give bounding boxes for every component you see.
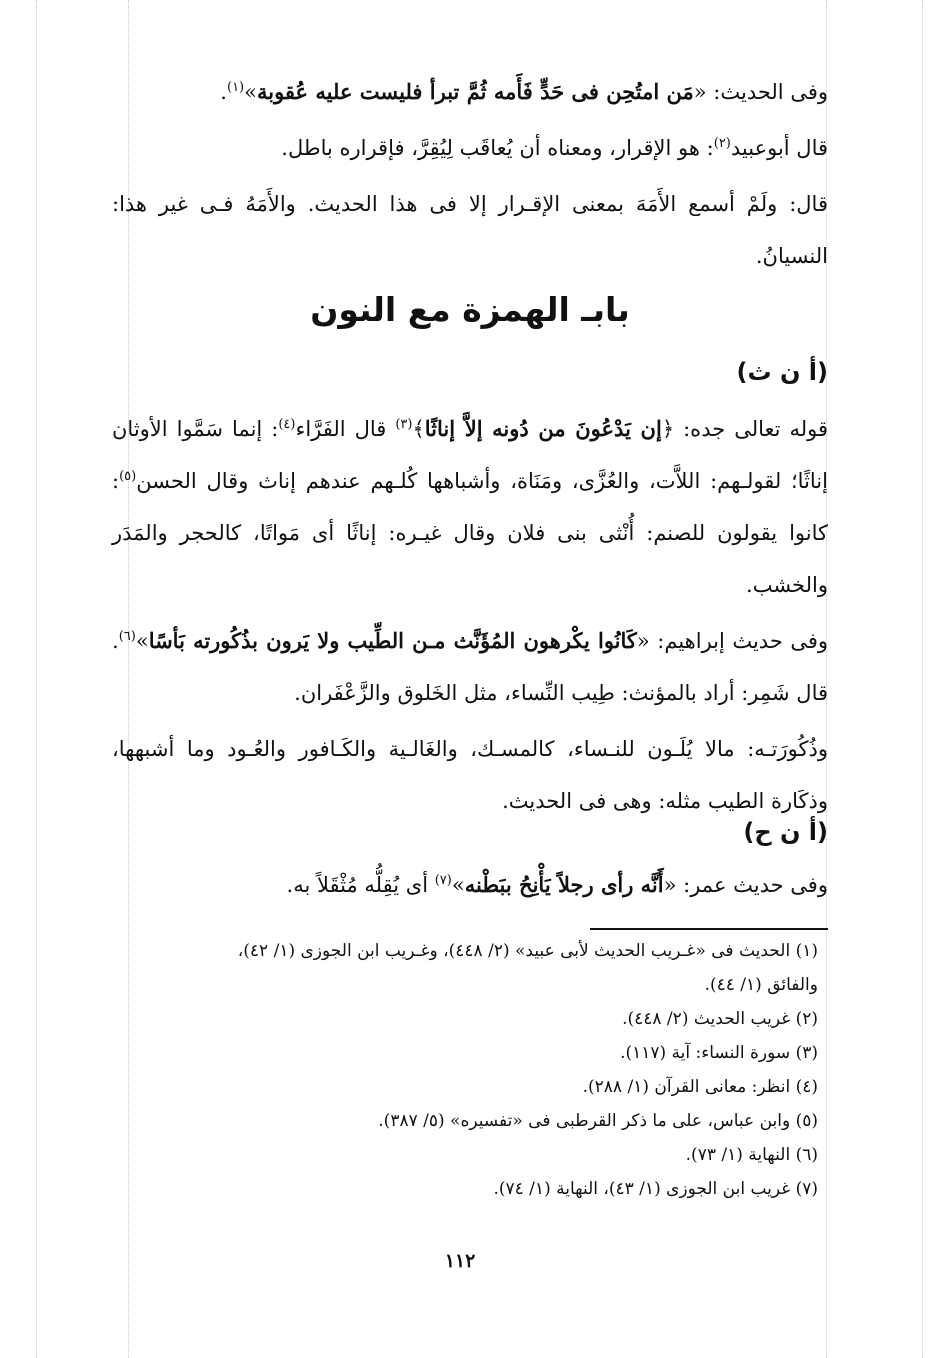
footnote-item: (٢) غريب الحديث (٢/ ٤٤٨). [622,1009,818,1029]
intro-text [112,66,828,286]
footnote-ref: (٥) [119,469,137,484]
hadith-quote: أَنَّه رأى رجلاً يَأْنِحُ ببَطْنه [464,872,664,897]
footnote-item: والفائق (١/ ٤٤). [704,975,818,995]
quran-quote: إن يَدْعُونَ من دُونه إلاَّ إناثًا [424,416,662,441]
footnote-ref: (٤) [278,417,296,432]
hadith-quote: مَن امتُحِن فى حَدٍّ فَأَمه ثُمَّ تبرأ فليست عليه عُقوبة [256,79,694,104]
hadith-quote: كَانُوا يكْرهون المُؤَنَّث مـن الطِّيب ولا يَرون بذُكُورته بَأسًا [148,628,637,653]
section-root-heading: (أ ن ث) [736,358,828,386]
footnote-ref: (١) [226,80,245,95]
footnote-item: (٣) سورة النساء: آية (١١٧). [620,1043,818,1063]
footnote-item: (٤) انظر: معانى القرآن (١/ ٢٨٨). [582,1077,818,1097]
section-anth [112,346,828,831]
section-paragraph: وفى حديث عمر: «أَنَّه رأى رجلاً يَأْنِحُ ببَطْنه»$^{(٧)}$ أى يُقِلُّه مُثْقَلاً به. [286,872,828,897]
section-paragraph: وذُكُورَتـه: مالا يُلَـون للنـساء، كالمسـك، والغَالـية والكَـافور والعُـود وما أشبهها، وذكَارة الطيب مثله: وهى فى الحديث. [112,737,828,813]
margin-guide-line [922,0,923,1358]
footnote-ref: (٧) [434,873,452,888]
footnote-item: (٥) وابن عباس، على ما ذكر القرطبى فى «تفسيره» (٥/ ٣٨٧). [378,1111,818,1131]
footnote-divider [590,928,828,930]
footnote-item: (٧) غريب ابن الجوزى (١/ ٤٣)، النهاية (١/ ٧٤). [493,1179,818,1199]
section-paragraph: وفى حديث إبراهيم: «كَانُوا يكْرهون المُؤَنَّث مـن الطِّيب ولا يَرون بذُكُورته بَأسًا»$^{(٦)}$. قال شَمِر: أراد بالمؤنث: طِيب النِّساء، مثل الخَلوق والزَّعْفَران. [112,628,829,705]
section-paragraph: قوله تعالى جده: ﴿إن يَدْعُونَ من دُونه إلاَّ إناثًا﴾$^{(٣)}$ قال الفَرَّاء$^{(٤)}$: إنما سَمَّوا الأوثان إناثًا؛ لقولـهم: اللاَّت، والعُزَّى، ومَنَاة، وأشباهها كُلـهم عندهم إناث وقال الحسن$^{(٥)}$: كانوا يقولون للصنم: أُنْثى بنى فلان وقال غيـره: إناثًا أى مَواتًا، كالحجر والمَدَر والخشب. [112,416,829,597]
intro-paragraph-1: وفى الحديث: «مَن امتُحِن فى حَدٍّ فَأَمه ثُمَّ تبرأ فليست عليه عُقوبة»$^{(١)}$. [220,79,828,104]
footnote-ref: (٣) [395,417,413,432]
margin-guide-line [36,0,37,1358]
footnote-item: (١) الحديث فى «غـريب الحديث لأبى عبيد» (٢/ ٤٤٨)، وغـريب ابن الجوزى (١/ ٤٢)، [237,941,818,961]
chapter-title: بابـ الهمزة مع النون [310,290,630,329]
footnote-ref: (٦) [118,629,136,644]
section-anh [112,806,828,915]
intro-paragraph-2: قال أبوعبيد$^{(٢)}$: هو الإقرار، ومعناه أن يُعاقَب لِيُقِرَّ، فإقراره باطل. [281,136,828,160]
footnote-item: (٦) النهاية (١/ ٧٣). [685,1145,818,1165]
footnotes [112,934,818,1206]
page-number: ١١٢ [444,1250,476,1272]
footnote-ref: (٢) [713,136,731,151]
intro-paragraph-3: قال: ولَمْ أسمع الأَمَهَ بمعنى الإقـرار إلا فى هذا الحديث. والأَمَهُ فـى غير هذا: النسيانُ. [112,192,828,268]
section-root-heading: (أ ن ح) [743,818,828,846]
